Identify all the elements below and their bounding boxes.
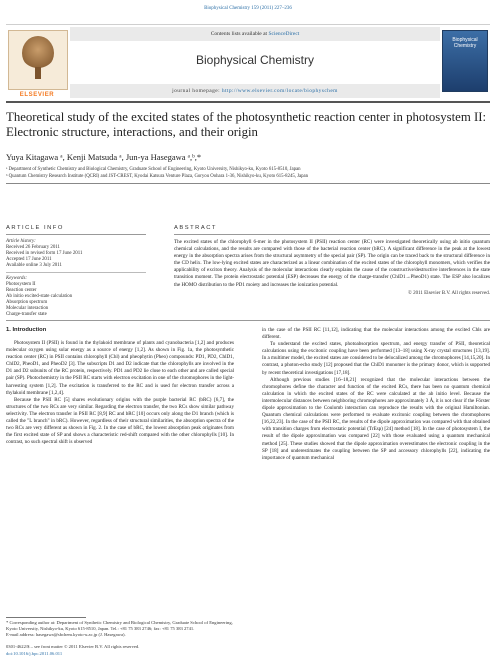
history-item: Received 26 February 2011: [6, 245, 61, 250]
homepage-prefix: journal homepage:: [172, 88, 222, 94]
journal-citation: Biophysical Chemistry 159 (2011) 227–236: [204, 6, 292, 11]
article-info-rule: [6, 234, 146, 235]
body-paragraph: Because the PSII RC [5] shares evolutionary origins with the purple bacterial RC (bRC) [6,7], the structures of the two RCs are very similar. Regarding the electron transfer, the two RCs show similar pathway selectivity. The electron transfer in PSII RC [8,9] RC and bRC [10] occurs only along the D1 branch (which is called the "L branch" in bRC). However, regardless of their structural similarities, the absorption spectra of the two RCs are very different as shown in Fig. 2. In the case of bRC, the lowest absorption peak originates from the first excited state of SP and shows a characteristic red-shift compared with the other chlorophylls [10]. In contrast, no such spectral shift is observed: [6, 396, 234, 446]
body-paragraph: in the case of the PSII RC [11,12], indicating that the molecular interactions among the excited Chls are different.: [262, 327, 490, 341]
keyword-item: Reaction center: [6, 288, 37, 293]
divider: [6, 183, 490, 184]
tree-trunk-icon: [35, 67, 41, 79]
keyword-item: Absorption spectrum: [6, 300, 48, 305]
keyword-item: Photosystem II: [6, 282, 36, 287]
article-title: Theoretical study of the excited states of the photosynthetic reaction center in photosystem II: Electronic structure, interactions, and their origin: [6, 110, 487, 139]
body-paragraph: Although previous studies [16–18,21] recognized that the molecular interactions between the chromophores define the character and function of the excited RCs, there has been no quantum chemical calculation in which the excited states of the RC were calculated at the ab initio level. Because the intermolecular distances between neighboring chromophores are approximately 3 Å, it is not clear if the Förster dipole approximation to the Coulomb interaction can reproduce the results with the original Hamiltonian. Quantum chemical calculations were performed to evaluate excitonic coupling between the chromophores [16,22,23]. In the case of the PSII RC, the results of the dipole approximation was compared with that obtained with transition charges from electrostatic potential (TrEsp) [24] method [18]. In the case of photosystem I, the result of the dipole approximation was compared [22] with those evaluated using a quantum mechanical method [25]. These studies showed that the dipole approximation overestimates the electronic coupling in the SP [18] and underestimates the coupling between the SP and accessory chlorophylls [22], indicating the importance of quantum mechanical: [262, 376, 490, 461]
affiliation-b: ᵇ Quantum Chemistry Research Institute (QCRI) and JST-CREST, Kyodai Katsura Venture Plaza, Goryou Oohara 1-36, Nishikyo-ku, Kyoto 615-8245, Japan: [6, 174, 309, 179]
body-paragraph: To understand the excited states, photoabsorption spectrum, and energy transfer of PSII, theoretical calculations using the excitonic coupling have been performed [13–18] using X-ray crystal structures [13,19]. In a multimer model, the excited states are considered to be delocalized among the chromophores [14,15,20]. In contrast, a photon-echo study [12] proposed that the ChlD1 monomer is the primary donor, which is supported by recent theoretical investigations [17,18].: [262, 341, 491, 376]
keywords-rule: [6, 272, 146, 273]
article-authors: Yuya Kitagawa ᵃ, Kenji Matsuda ᵃ, Jun-ya Hasegawa ᵃ,ᵇ,*: [6, 152, 202, 162]
left-column: [6, 340, 234, 446]
publisher-logo-text: ELSEVIER: [19, 92, 55, 98]
history-item: Accepted 17 June 2011: [6, 257, 52, 262]
contents-prefix: Contents lists available at: [210, 31, 269, 37]
elsevier-tree-logo: [8, 30, 68, 90]
article-info-label: ARTICLE INFO: [6, 225, 64, 231]
sciencedirect-link[interactable]: ScienceDirect: [268, 31, 300, 37]
tree-icon: [22, 36, 54, 70]
body-paragraph: Photosystem II (PSII) is found in the thylakoid membrane of plants and cyanobacteria [1,2] and produces molecular oxygen using solar energy as a source of energy [1,2]. As shown in Fig. 1a, the photosynthetic reaction center (RC) in PSII contains chlorophyll (Chl) and pheophytin (Pheo) compounds: PD1, PD2, ChlD1, ChlD2, PheoD1, and PheoD2 [3]. The subscripts D1 and D2 indicate that the chlorophylls are involved in the D1 and D2 subunits of the RC protein, respectively. PD1 and PD2 lie close to each other and are called special pair (SP). Photochemistry in the PSII RC starts with electron excitation in one of the chromophores in the light-harvesting system [1,2]. The excitation is transferred to the RC and is used for electron transfer across a thylakoid membrane [1,2,4].: [6, 340, 234, 396]
history-label: Article history:: [6, 239, 36, 244]
abstract-label: ABSTRACT: [174, 225, 217, 231]
journal-cover-image: [442, 30, 488, 92]
contents-line: [70, 31, 440, 37]
email-address: E-mail address: hasegawa@sbchem.kyoto-u.ac.jp (J. Hasegawa).: [6, 632, 126, 637]
journal-homepage-link[interactable]: http://www.elsevier.com/locate/biophyschem: [221, 88, 338, 94]
body-rule: [6, 320, 490, 321]
abstract-rule: [174, 234, 490, 235]
history-item: Available online 3 July 2011: [6, 263, 62, 268]
doi-link[interactable]: doi:10.1016/j.bpc.2011.06.011: [6, 651, 63, 656]
journal-title: Biophysical Chemistry: [195, 53, 315, 67]
affiliation-a: ᵃ Department of Synthetic Chemistry and Biological Chemistry, Graduate School of Engineering, Kyoto University, Nishikyo-ku, Kyoto 615-8510, Japan: [6, 167, 301, 172]
corresponding-author-note: * Corresponding author at: Department of Synthetic Chemistry and Biological Chemistry, Graduate School of Engineering, Kyoto University, Nishikyo-ku, Kyoto 615-8510, Japan. Tel.: +81 75 383 2746; fax: +81 75 383 2741.: [6, 620, 233, 631]
history-item: Received in revised form 17 June 2011: [6, 251, 83, 256]
introduction-heading: 1. Introduction: [6, 327, 47, 333]
keyword-item: Molecular interaction: [6, 306, 49, 311]
issn-line: 0301-4622/$ – see front matter © 2011 Elsevier B.V. All rights reserved.: [6, 644, 140, 649]
journal-homepage-line: [70, 88, 440, 94]
keyword-item: Ab initio excited-state calculation: [6, 294, 73, 299]
cover-title: Biophysical Chemistry: [452, 37, 478, 49]
abstract-text: The excited states of the chlorophyll 6-mer in the photosystem II (PSII) reaction center (RC) were investigated theoretically using ab initio quantum chemical calculations, and the results are compared with those of the bacterial reaction center (bRC). A significant difference in the peak at the lowest energy in the absorption spectra arises from the structural asymmetry of the special pair (SP). The origin can be traced back to the structural difference in the CD helix. The low-lying excited states are characterized as a linear combination of the excited states of the chlorophyll monomers, which verifies the applicability of exciton theory. Analysis of the molecular interactions clearly explains the cause of the constructive/destructive interferences in the state transition moment. The protein electrostatic potential (ESP) decreases the energy of the charge-transfer (ChlD1→PheoD1) state. The ESP also localizes the HOMO distribution to the PD1 moiety and increases the ionization potential.: [174, 239, 490, 288]
keyword-item: Charge-transfer state: [6, 312, 47, 317]
abstract-copyright: © 2011 Elsevier B.V. All rights reserved.: [408, 291, 490, 296]
footnote-rule: [6, 617, 86, 618]
right-column: [262, 327, 490, 462]
keywords-label: Keywords:: [6, 276, 28, 281]
